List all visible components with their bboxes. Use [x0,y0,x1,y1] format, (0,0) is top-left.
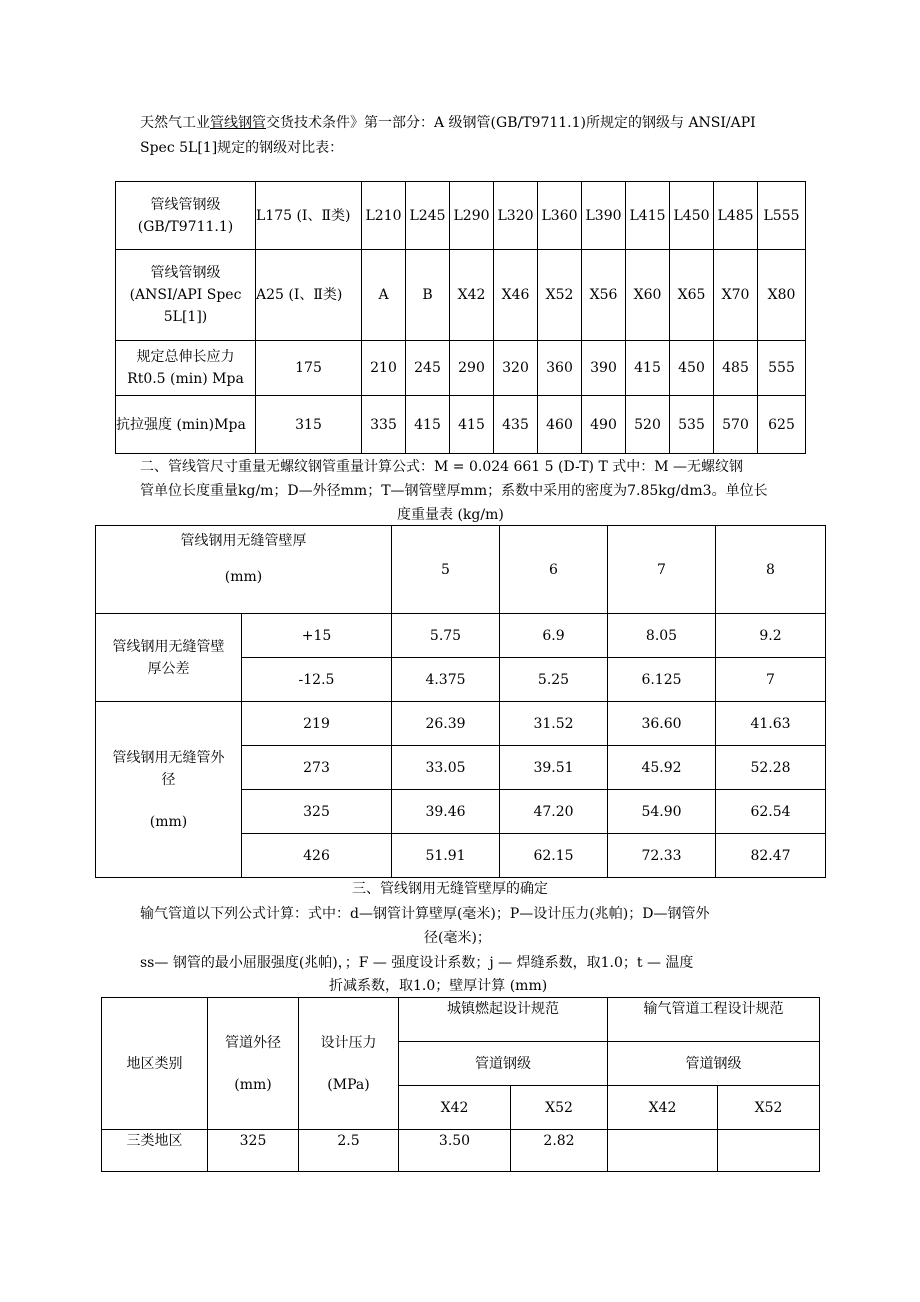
table-cell: 426 [242,834,392,878]
table-cell: X65 [670,250,714,341]
grade-label-2: 管道钢级 [608,1042,820,1086]
table-cell: 4.375 [392,658,500,702]
intro-line-1 [140,113,756,133]
table-cell: 245 [406,341,450,396]
table-cell: L415 [626,182,670,250]
table-cell: L290 [450,182,494,250]
table-cell: 415 [450,396,494,454]
table-cell: A25 (Ⅰ、Ⅱ类) [256,250,362,341]
table-cell: X52 [718,1086,820,1130]
table-cell: X42 [399,1086,511,1130]
table-cell: X46 [494,250,538,341]
section3-line-1: 输气管道以下列公式计算：式中：d—钢管计算壁厚(毫米)；P—设计压力(兆帕)；D—钢管外 [140,906,710,922]
table-cell: 485 [714,341,758,396]
table-cell: 36.60 [608,702,716,746]
table-cell: L450 [670,182,714,250]
table-cell: 335 [362,396,406,454]
table-cell: 82.47 [716,834,826,878]
table-cell: 39.51 [500,746,608,790]
table-cell: X42 [608,1086,718,1130]
table-cell: A [362,250,406,341]
table-cell: 8.05 [608,614,716,658]
table-cell: 6 [500,526,608,614]
table-cell: 555 [758,341,806,396]
table-cell: X80 [758,250,806,341]
table-cell: 219 [242,702,392,746]
section3-line-2: 径(毫米)； [424,930,491,946]
table-cell: L555 [758,182,806,250]
section3-line-3: ss— 钢管的最小屈服强度(兆帕)，；F — 强度设计系数；j — 焊缝系数，取1.0；t — 温度 [140,955,694,971]
table-cell: 625 [758,396,806,454]
table-cell: X60 [626,250,670,341]
pressure-header: 设计压力 (MPa) [299,998,399,1130]
tolerance-label: 管线钢用无缝管壁 厚公差 [96,614,242,702]
section3-line-4: 折减系数，取1.0；壁厚计算 (mm) [329,978,548,994]
table-cell: 273 [242,746,392,790]
intro-pre: 天然气工业 [140,115,210,131]
intro-link[interactable]: 管线钢管 [210,115,266,131]
table-cell: B [406,250,450,341]
standard-header-1: 城镇燃起设计规范 [399,998,608,1042]
table-cell: 520 [626,396,670,454]
table-row [102,1130,820,1172]
table-cell: L485 [714,182,758,250]
table-cell: 41.63 [716,702,826,746]
table-row [96,702,826,746]
table-row [96,526,826,614]
table-cell: 9.2 [716,614,826,658]
table-cell: 2.5 [299,1130,399,1172]
row-header: 管线管钢级 (ANSI/API Spec 5L[1]) [116,250,256,341]
table-cell: X70 [714,250,758,341]
table-cell: 52.28 [716,746,826,790]
table-row [96,614,826,658]
table-cell: L175 (Ⅰ、Ⅱ类) [256,182,362,250]
table-cell: 62.54 [716,790,826,834]
table-cell: 450 [670,341,714,396]
intro-line-2: Spec 5L[1]规定的钢级对比表： [140,140,344,156]
table-cell: 6.9 [500,614,608,658]
intro-post: 交货技术条件》第一部分：A 级钢管(GB/T9711.1)所规定的钢级与 ANSI/API [266,115,756,131]
table-cell: 490 [582,396,626,454]
table-cell: 320 [494,341,538,396]
table-row [116,341,806,396]
table-row [116,250,806,341]
table-cell: 三类地区 [102,1130,208,1172]
region-header: 地区类别 [102,998,208,1130]
table-cell: -12.5 [242,658,392,702]
table-cell [718,1130,820,1172]
table-row [116,182,806,250]
table-cell: 325 [208,1130,299,1172]
section2-line-1: 二、管线管尺寸重量无螺纹钢管重量计算公式：M = 0.024 661 5 (D-T) T 式中：M —无螺纹钢 [140,459,744,475]
table-cell: 39.46 [392,790,500,834]
wall-thickness-table [101,997,820,1172]
table-cell: 8 [716,526,826,614]
table-cell: X52 [538,250,582,341]
row-header: 管线管钢级 (GB/T9711.1) [116,182,256,250]
table-cell: 7 [608,526,716,614]
table-cell: L360 [538,182,582,250]
table-cell: 325 [242,790,392,834]
outer-diameter-label: 管线钢用无缝管外 径 (mm) [96,702,242,878]
table-cell: L320 [494,182,538,250]
table-cell: 415 [626,341,670,396]
section2-line-2: 管单位长度重量kg/m；D—外径mm；T—钢管壁厚mm；系数中采用的密度为7.85kg/dm3。单位长 [140,483,768,499]
thickness-header: 管线钢用无缝管壁厚 (mm) [96,526,392,614]
table-cell: 5.75 [392,614,500,658]
table-cell: 26.39 [392,702,500,746]
table-cell: 7 [716,658,826,702]
table-cell: X52 [511,1086,608,1130]
table-cell: 435 [494,396,538,454]
table-cell: 175 [256,341,362,396]
table-cell: 6.125 [608,658,716,702]
table-cell: 360 [538,341,582,396]
table-cell: +15 [242,614,392,658]
section2-line-3: 度重量表 (kg/m) [397,507,504,523]
table-cell [608,1130,718,1172]
table-cell: 415 [406,396,450,454]
table-cell: 460 [538,396,582,454]
grade-comparison-table [115,181,806,454]
table-cell: 5 [392,526,500,614]
table-cell: L390 [582,182,626,250]
outer-diameter-header: 管道外径 (mm) [208,998,299,1130]
table-cell: 47.20 [500,790,608,834]
table-cell: 51.91 [392,834,500,878]
table-cell: 54.90 [608,790,716,834]
table-cell: 2.82 [511,1130,608,1172]
standard-header-2: 输气管道工程设计规范 [608,998,820,1042]
row-header: 抗拉强度 (min)Mpa [116,396,256,454]
table-cell: L245 [406,182,450,250]
table-cell: L210 [362,182,406,250]
row-header: 规定总伸长应力 Rt0.5 (min) Mpa [116,341,256,396]
table-cell: 33.05 [392,746,500,790]
table-cell: 535 [670,396,714,454]
table-cell: 31.52 [500,702,608,746]
section3-title: 三、管线钢用无缝管壁厚的确定 [352,881,548,897]
table-cell: 5.25 [500,658,608,702]
grade-label-1: 管道钢级 [399,1042,608,1086]
table-cell: 210 [362,341,406,396]
table-cell: 570 [714,396,758,454]
table-cell: 3.50 [399,1130,511,1172]
table-cell: 45.92 [608,746,716,790]
table-row [116,396,806,454]
table-cell: 290 [450,341,494,396]
weight-table [95,525,826,878]
table-cell: 72.33 [608,834,716,878]
table-cell: 62.15 [500,834,608,878]
table-row [102,998,820,1042]
table-cell: X56 [582,250,626,341]
table-cell: X42 [450,250,494,341]
table-cell: 390 [582,341,626,396]
table-cell: 315 [256,396,362,454]
